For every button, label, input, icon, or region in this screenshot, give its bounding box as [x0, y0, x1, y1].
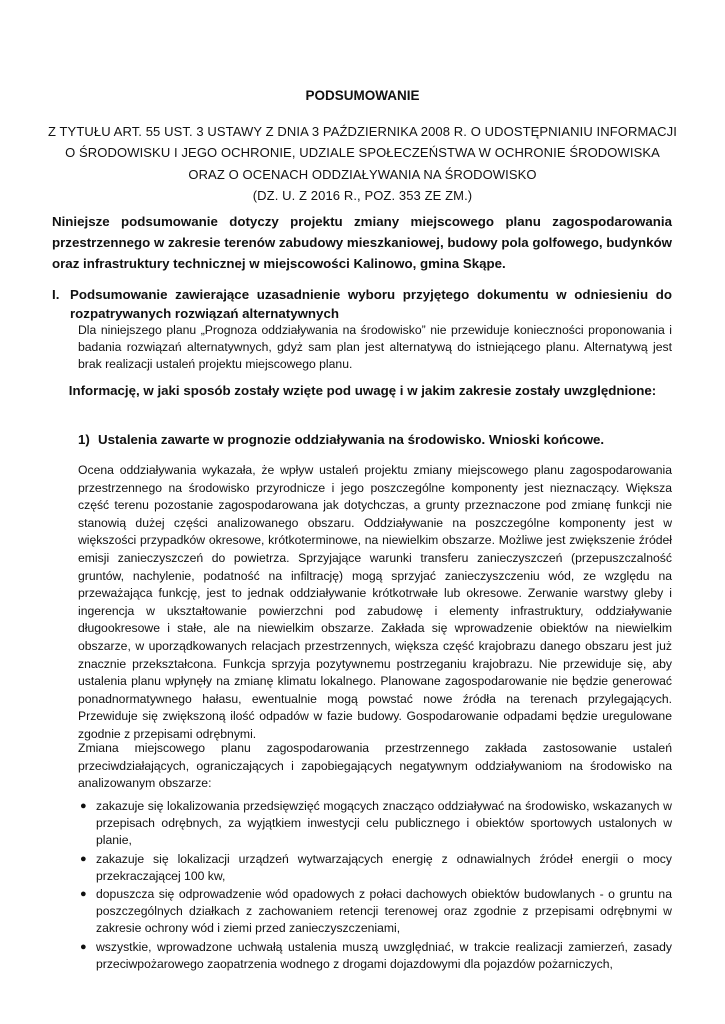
info-heading: Informację, w jaki sposób zostały wzięte pod uwagę i w jakim zakresie zostały uwzględnione:: [68, 383, 657, 398]
bullet-icon: ●: [80, 888, 87, 901]
list-item-text: dopuszcza się odprowadzenie wód opadowych z połaci dachowych obiektów budowlanych - o gruntu na poszczególnych działkach z zachowaniem retencji terenowej oraz zgodnie z przepisami odrębnymi w zakresie ochrony wód i ziemi przed zanieczyszczeniami,: [96, 887, 672, 936]
list-item-text: wszystkie, wprowadzone uchwałą ustalenia muszą uwzględniać, w trakcie realizacji zamierzeń, zasady przeciwpożarowego zaopatrzenia wodnego z drogami dojazdowymi dla pojazdów pożarniczych,: [96, 939, 672, 971]
list-item: [78, 798, 672, 850]
document-title: PODSUMOWANIE: [305, 88, 420, 103]
subsection-marker: 1): [78, 432, 90, 447]
subtitle-line: Z TYTUŁU ART. 55 UST. 3 USTAWY Z DNIA 3 PAŹDZIERNIKA 2008 R. O UDOSTĘPNIANIU INFORMACJI: [48, 124, 677, 139]
list-item-text: zakazuje się lokalizowania przedsięwzięć mogących znacząco oddziaływać na środowisko, wskazanych w przepisach odrębnych, za wyjątkiem inwestycji celu publicznego i obiektów sportowych ustalonych w planie,: [96, 799, 672, 848]
list-item: [78, 939, 672, 973]
document-subtitle: [40, 121, 685, 207]
subtitle-line: ORAZ O OCENACH ODDZIAŁYWANIA NA ŚRODOWISKO: [188, 166, 537, 182]
section-marker: I.: [52, 287, 60, 302]
body-paragraph: Zmiana miejscowego planu zagospodarowania przestrzennego zakłada zastosowanie ustaleń przeciwdziałających, ograniczających i zapobiegających negatywnym oddziaływaniom na środowisko na analizowanym obszarze:: [78, 741, 672, 791]
section-heading: Podsumowanie zawierające uzasadnienie wyboru przyjętego dokumentu w odniesieniu do rozpatrywanych rozwiązań alternatywnych: [70, 287, 672, 321]
bullet-icon: ●: [80, 940, 87, 953]
bullet-icon: ●: [80, 800, 87, 812]
body-paragraph: Ocena oddziaływania wykazała, że wpływ ustaleń projektu zmiany miejscowego planu zagospodarowania przestrzennego na środowisko przyrodnicze i jego poszczególne komponenty jest nieznaczący. Większa część terenu pozostanie zagospodarowana jak dotychczas, a grunty przeznaczone pod zmianę funkcji nie stanowią dużej części analizowanego obszaru. Oddziaływanie na poszczególne komponenty jest w większości przypadków okresowe, krótkoterminowe, na niewielkim obszarze. Możliwe jest zwiększenie źródeł emisji zanieczyszczeń do powietrza. Sprzyjające warunki transferu zanieczyszczeń (przepuszczalność gruntów, nachylenie, podatność na infiltrację) mogą sprzyjać zanieczyszczeniu wód, ze względu na przeważająca funkcję, jest to jednak oddziaływanie krótkotrwałe lub okresowe. Zerwanie warstwy gleby i ingerencja w ukształtowanie powierzchni pod zabudowę i elementy infrastruktury, oddziaływanie długookresowe i stałe, ale na niewielkim obszarze. Zakłada się wprowadzenie obiektów na niewielkim obszarze, w uporządkowanych relacjach przestrzennych, większa część krajobrazu danego obszaru jest już znacznie przekształcona. Funkcja sprzyja pozytywnemu postrzeganiu krajobrazu. Nie przewiduje się, aby ustalenia planu wpłynęły na zmianę klimatu lokalnego. Planowane zagospodarowanie nie będzie generować ponadnormatywnego hałasu, ewentualnie mogą powstać nowe źródła na terenach przylegających. Przewiduje się zwiększoną ilość odpadów w fazie budowy. Gospodarowanie odpadami będzie uregulowane zgodnie z przepisami odrębnymi.: [78, 463, 672, 741]
section-body: Dla niniejszego planu „Prognoza oddziaływania na środowisko” nie przewiduje konieczności proponowania i badania rozwiązań alternatywnych, gdyż sam plan jest alternatywą do istniejącego planu. Alternatywą jest brak realizacji ustaleń projektu miejscowego planu.: [78, 323, 672, 372]
subsection-heading: Ustalenia zawarte w prognozie oddziaływania na środowisko. Wnioski końcowe.: [98, 432, 605, 447]
list-item: [78, 851, 672, 885]
bullet-list: [78, 798, 672, 974]
list-item-text: zakazuje się lokalizacji urządzeń wytwarzających energię z odnawialnych źródeł energii o mocy przekraczającej 100 kw,: [96, 851, 672, 883]
subtitle-line: (DZ. U. Z 2016 R., POZ. 353 ZE ZM.): [252, 188, 473, 204]
list-item: [78, 886, 672, 938]
intro-paragraph: Niniejsze podsumowanie dotyczy projektu zmiany miejscowego planu zagospodarowania przestrzennego w zakresie terenów zabudowy mieszkaniowej, budowy pola golfowego, budynków oraz infrastruktury technicznej w miejscowości Kalinowo, gmina Skąpe.: [52, 214, 672, 271]
bullet-icon: ●: [80, 852, 87, 865]
subtitle-line: O ŚRODOWISKU I JEGO OCHRONIE, UDZIALE SPOŁECZEŃSTWA W OCHRONIE ŚRODOWISKA: [65, 145, 660, 161]
